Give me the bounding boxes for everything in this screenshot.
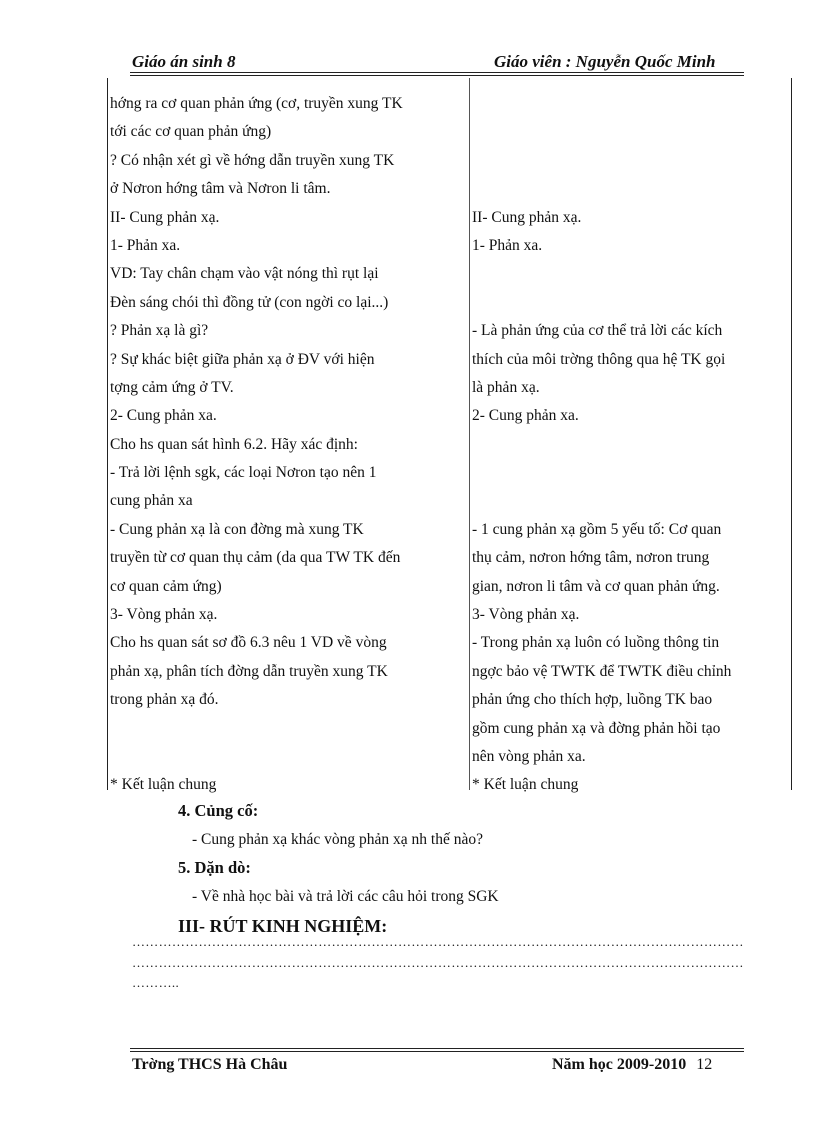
table-line [472,118,731,146]
table-line: 3- Vòng phản xạ. [472,606,580,624]
footer-school: Trờng THCS Hà Châu [132,1056,288,1073]
table-line: ? Sự khác biệt giữa phản xạ ở ĐV với hiện [110,350,375,368]
header-rule [130,72,744,73]
table-line: là phản xạ. [472,378,540,396]
table-line: - 1 cung phản xạ gồm 5 yếu tố: Cơ quan [472,520,722,538]
table-line: ? Phản xạ là gì? [110,322,209,340]
experience-dots-1: ………………………………………………………………………………………………………………………… [132,934,744,949]
table-line [110,715,403,743]
table-line: * Kết luận chung [472,776,579,794]
table-line [110,743,403,771]
table-line: tợng cảm ứng ở TV. [110,378,234,396]
table-line: phản xạ, phân tích đờng dẫn truyền xung TK [110,662,388,680]
table-line: thích của môi trờng thông qua hệ TK gọi [472,350,726,368]
table-line: 2- Cung phản xa. [472,407,579,425]
header-teacher: Giáo viên : Nguyễn Quốc Minh [494,52,716,71]
table-line: ? Có nhận xét gì về hớng dẫn truyền xung TK [110,151,395,169]
table-line: 1- Phản xa. [472,236,543,254]
table-line [472,431,731,459]
table-line: VD: Tay chân chạm vào vật nóng thì rụt lại [110,265,379,283]
table-line: tới các cơ quan phản ứng) [110,123,272,141]
table-line: gồm cung phản xạ và đờng phản hồi tạo [472,719,721,737]
table-line: truyền từ cơ quan thụ cảm (da qua TW TK đến [110,549,401,567]
header-rule-inner [130,75,744,76]
experience-dots-2: ………………………………………………………………………………………………………………………… [132,955,744,970]
table-line: - Trả lời lệnh sgk, các loại Nơron tạo nên 1 [110,464,377,482]
consolidation-title: 4. Củng cố: [178,801,259,820]
table-line: nên vòng phản xa. [472,747,586,765]
table-left-border [107,78,108,790]
table-line: phản ứng cho thích hợp, luồng TK bao [472,691,713,709]
table-line: II- Cung phản xạ. [472,208,582,226]
footer-rule [130,1048,744,1049]
footer-year-wrap [552,1056,712,1074]
table-line: hớng ra cơ quan phản ứng (cơ, truyền xung TK [110,95,403,112]
table-line: 2- Cung phản xa. [110,407,217,425]
table-right-column [472,90,731,800]
table-line [472,90,731,118]
table-line: Cho hs quan sát hình 6.2. Hãy xác định: [110,435,358,453]
table-line: - Là phản ứng của cơ thể trả lời các kích [472,322,723,340]
table-column-divider [469,78,470,790]
table-line: ngợc bảo vệ TWTK để TWTK điều chỉnh [472,662,732,680]
table-line [472,147,731,175]
table-line: ở Nơron hớng tâm và Nơron li tâm. [110,180,331,198]
experience-dots-3: ……….. [132,975,179,990]
table-line [472,289,731,317]
table-line: cung phản xa [110,492,193,510]
table-line: - Trong phản xạ luôn có luồng thông tin [472,634,720,652]
footer-rule-inner [130,1051,744,1052]
consolidation-text: - Cung phản xạ khác vòng phản xạ nh thế nào? [192,831,483,848]
experience-title: III- RÚT KINH NGHIỆM: [178,916,388,936]
table-line: - Cung phản xạ là con đờng mà xung TK [110,520,364,538]
table-line [472,175,731,203]
table-line: 3- Vòng phản xạ. [110,606,218,624]
table-line: Cho hs quan sát sơ đồ 6.3 nêu 1 VD về vòng [110,634,387,652]
table-right-border [791,78,792,790]
homework-text: - Về nhà học bài và trả lời các câu hỏi trong SGK [192,888,499,905]
table-line: trong phản xạ đó. [110,691,219,709]
table-line [472,459,731,487]
table-left-column [110,90,403,800]
table-line: II- Cung phản xạ. [110,208,220,226]
page-number: 12 [696,1056,713,1073]
footer-year: Năm học 2009-2010 [552,1056,687,1073]
table-line: thụ cảm, nơron hớng tâm, nơron trung [472,549,710,567]
table-line: * Kết luận chung [110,776,217,794]
table-line [472,260,731,288]
homework-title: 5. Dặn dò: [178,858,251,877]
table-line: gian, nơron li tâm và cơ quan phản ứng. [472,577,720,595]
table-line: 1- Phản xa. [110,236,181,254]
table-line: Đèn sáng chói thì đồng tử (con ngời co lại...) [110,293,389,311]
table-line [472,487,731,515]
table-line: cơ quan cảm ứng) [110,577,222,595]
header-subject: Giáo án sinh 8 [132,52,236,71]
